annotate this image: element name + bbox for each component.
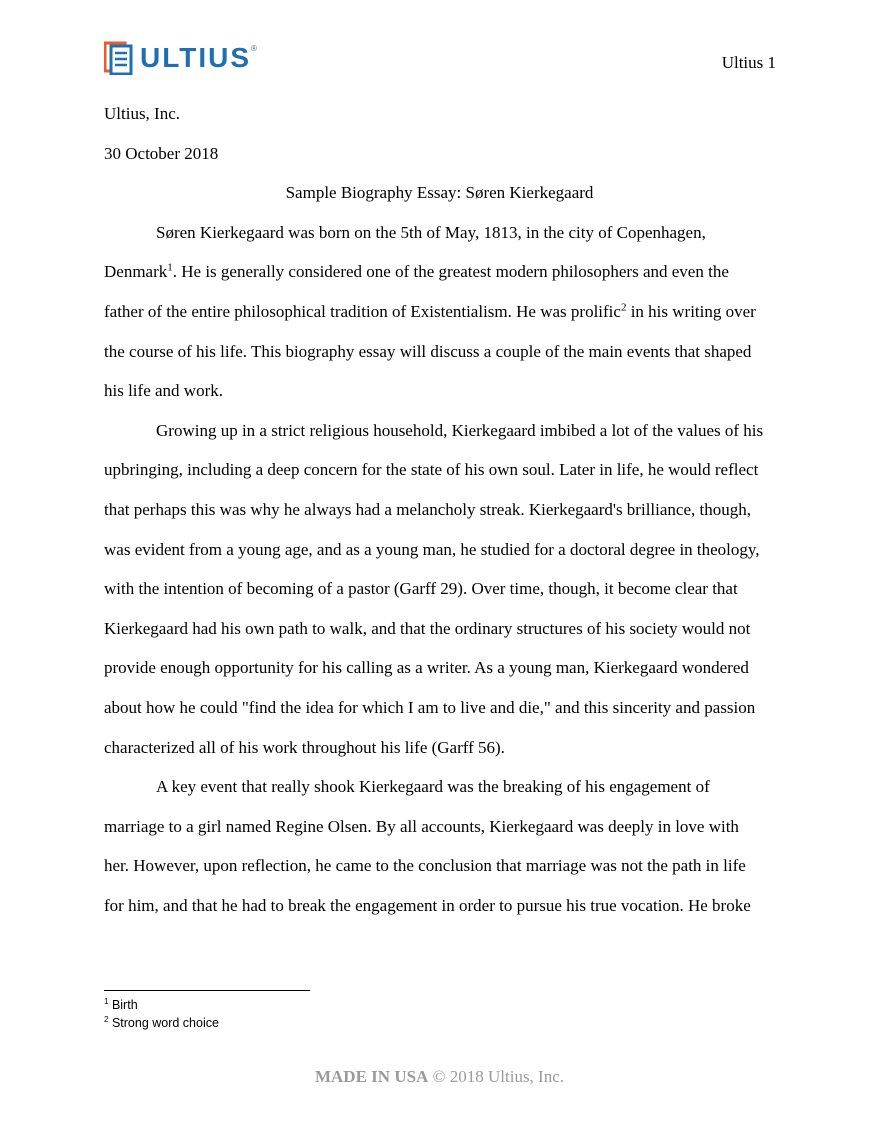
body-line: was evident from a young age, and as a young man, he studied for a doctoral degree in theology, bbox=[104, 540, 760, 559]
body-line: about how he could "find the idea for which I am to live and die," and this sincerity and passion bbox=[104, 698, 756, 717]
body-line: provide enough opportunity for his calling as a writer. As a young man, Kierkegaard wondered bbox=[104, 658, 749, 677]
body-line: with the intention of becoming of a pastor (Garff 29). Over time, though, it become clear that bbox=[104, 579, 738, 598]
body-line: upbringing, including a deep concern for the state of his own soul. Later in life, he would reflect bbox=[104, 460, 759, 479]
body-line: for him, and that he had to break the engagement in order to pursue his true vocation. He broke bbox=[104, 896, 751, 915]
essay-title: Sample Biography Essay: Søren Kierkegaard bbox=[285, 183, 594, 202]
author-line: Ultius, Inc. bbox=[104, 104, 181, 123]
body-line: marriage to a girl named Regine Olsen. By all accounts, Kierkegaard was deeply in love with bbox=[104, 817, 739, 836]
footnote-ref: 2 bbox=[620, 301, 627, 314]
body-line: her. However, upon reflection, he came to the conclusion that marriage was not the path in life bbox=[104, 856, 746, 875]
document-stack-icon bbox=[104, 41, 138, 75]
body-line: his life and work. bbox=[104, 381, 223, 400]
body-line: Søren Kierkegaard was born on the 5th of May, 1813, in the city of Copenhagen, bbox=[156, 223, 706, 242]
body-line: father of the entire philosophical tradition of Existentialism. He was prolific$^2$ in his writing over bbox=[104, 301, 756, 321]
body-line: the course of his life. This biography essay will discuss a couple of the main events that shaped bbox=[104, 342, 752, 361]
footnote: $^2$ Strong word choice bbox=[104, 1014, 219, 1030]
logo-wordmark: ULTIUS bbox=[140, 42, 252, 73]
footnote-ref: 1 bbox=[167, 261, 173, 274]
logo-registered-mark: ® bbox=[251, 44, 257, 53]
page-footer: MADE IN USA © 2018 Ultius, Inc. bbox=[314, 1067, 565, 1086]
body-line: that perhaps this was why he always had a melancholy streak. Kierkegaard's brilliance, though, bbox=[104, 500, 751, 519]
body-line: Denmark$^1$. He is generally considered one of the greatest modern philosophers and even the bbox=[104, 261, 729, 281]
body-line: A key event that really shook Kierkegaard was the breaking of his engagement of bbox=[156, 777, 710, 796]
footnote: $^1$ Birth bbox=[104, 996, 138, 1012]
body-line: Kierkegaard had his own path to walk, and that the ordinary structures of his society would not bbox=[104, 619, 751, 638]
footnote-divider bbox=[104, 990, 310, 991]
date-line: 30 October 2018 bbox=[104, 144, 219, 163]
body-line: Growing up in a strict religious household, Kierkegaard imbibed a lot of the values of his bbox=[156, 421, 764, 440]
body-line: characterized all of his work throughout his life (Garff 56). bbox=[104, 738, 505, 757]
page-number: Ultius 1 bbox=[721, 53, 776, 72]
ultius-logo bbox=[104, 38, 257, 78]
